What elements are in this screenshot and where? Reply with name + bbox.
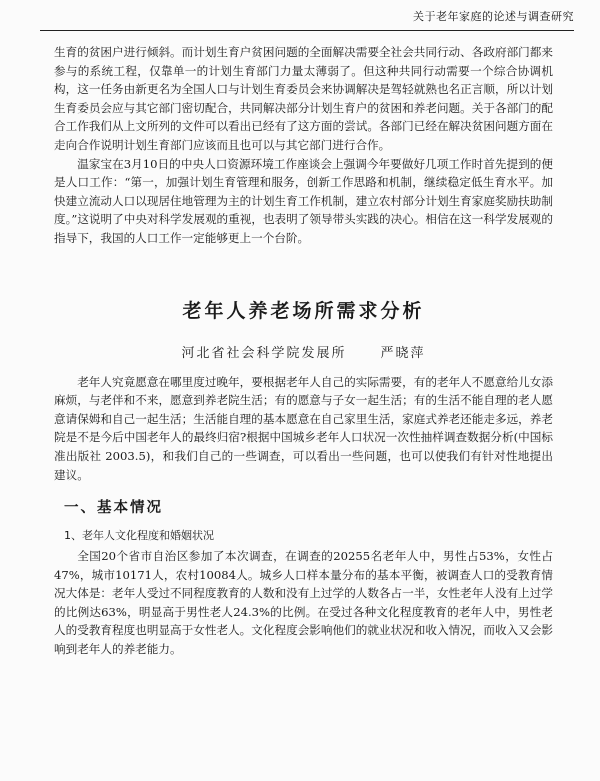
byline — [54, 342, 553, 361]
section-heading: 一、基本情况 — [64, 500, 163, 517]
page-content — [54, 43, 553, 659]
author-affiliation: 河北省社会科学院发展所 — [181, 345, 347, 361]
author-name: 严晓萍 — [380, 345, 426, 361]
article-title: 老年人养老场所需求分析 — [182, 299, 425, 322]
subsection-heading: 1、老年人文化程度和婚姻状况 — [64, 529, 214, 543]
header-rule — [40, 30, 574, 31]
running-title: 关于老年家庭的论述与调查研究 — [413, 10, 574, 23]
page-header — [0, 0, 600, 38]
article-intro: 老年人究竟愿意在哪里度过晚年，要根据老年人自己的实际需要，有的老年人不愿意给儿女添麻烦，与老伴和不来，愿意到养老院生活；有的愿意与子女一起生活；有的生活不能自理的老人愿意请保姆和自己一起生活；生活能自理的基本愿意在自己家里生活，家庭式养老还能走多远，养老院是不是今后中国老年人的最终归宿?根据中国城乡老年人口状况一次性抽样调查数据分析(中国标准出版社 2003.5)，和我们自己的一些调查，可以看出一些问题，也可以使我们有针对性地提出建议。 — [54, 374, 553, 482]
paragraph-continuation: 生育的贫困户进行倾斜。而计划生育户贫困问题的全面解决需要全社会共同行动、各政府部门都来参与的系统工程，仅靠单一的计划生育部门力量太薄弱了。但这种共同行动需要一个综合协调机构，这一任务由新更名为全国人口与计划生育委员会来协调解决是驾轻就熟也名正言顺，所以计划生育委员会应与其它部门密切配合，共同解决部分计划生育户的贫困和养老问题。关于各部门的配合工作我们从上文所列的文件可以看出已经有了这方面的尝试。各部门已经在解决贫困问题方面在走向合作说明计划生育部门应该而且也可以与其它部门进行合作。 — [54, 45, 553, 152]
paragraph-wen-jiabao: 温家宝在3月10日的中央人口资源环境工作座谈会上强调今年要做好几项工作时首先提到的便是人口工作：“第一，加强计划生育管理和服务，创新工作思路和机制，继续稳定低生育水平。加快建立流动人口以现居住地管理为主的计划生育工作机制，建立农村部分计划生育家庭奖励扶助制度。”这说明了中央对科学发展观的重视，也表明了领导带头实践的决心。相信在这一科学发展观的指导下，我国的人口工作一定能够更上一个台阶。 — [54, 156, 553, 245]
subsection-paragraph: 全国20个省市自治区参加了本次调查，在调查的20255名老年人中，男性占53%，女性占47%，城市10171人，农村10084人。城乡人口样本量分布的基本平衡，被调查人口的受教育情况大体是：老年人受过不同程度教育的人数和没有上过学的人数各占一半，女性老年人没有上过学的比例达63%，明显高于男性老人24.3%的比例。在受过各种文化程度教育的老年人中，男性老人的受教育程度也明显高于女性老人。文化程度会影响他们的就业状况和收入情况，而收入又会影响到老年人的养老能力。 — [54, 549, 553, 657]
